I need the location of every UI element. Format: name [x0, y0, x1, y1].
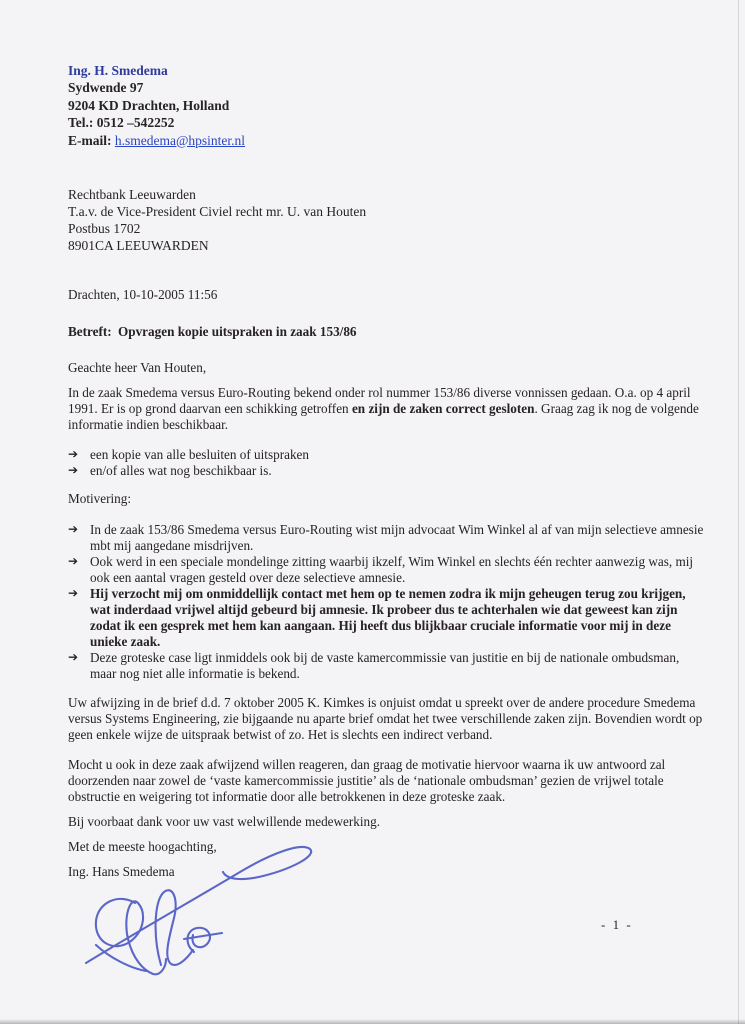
paragraph-text: . Graag zag ik nog de volgende informatie indien beschikbaar. — [68, 400, 699, 432]
signed-name: Ing. Hans Smedema — [68, 863, 175, 879]
sender-phone: Tel.: 0512 –542252 — [68, 115, 175, 131]
salutation: Geachte heer Van Houten, — [68, 360, 207, 376]
bullet-item — [68, 447, 704, 463]
motivation-list — [68, 522, 704, 681]
closing-line: Met de meeste hoogachting, — [68, 838, 217, 854]
subject-text: Opvragen kopie uitspraken in zaak 153/86 — [118, 324, 357, 340]
arrow-bullet-icon: ➔ — [68, 649, 79, 664]
paragraph-bold-text: en zijn de zaken correct gesloten — [351, 400, 535, 416]
bullet-text: Ook werd in een speciale mondelinge zitting waarbij ikzelf, Wim Winkel en slechts één rechter aanwezig was, mij ook een aantal vragen gesteld over deze selectieve amnesie. — [90, 554, 694, 586]
arrow-bullet-icon: ➔ — [68, 554, 79, 569]
dateline: Drachten, 10-10-2005 11:56 — [68, 287, 218, 303]
bullet-item — [68, 463, 704, 479]
bullet-text: een kopie van alle besluiten of uitspraken — [90, 446, 309, 462]
motivering-label: Motivering: — [68, 491, 132, 507]
bullet-item — [68, 650, 704, 682]
sender-city: 9204 KD Drachten, Holland — [68, 97, 230, 113]
bullet-item — [68, 522, 704, 554]
sender-email-row — [68, 132, 703, 149]
subject-label: Betreft: — [68, 324, 112, 340]
bullet-item — [68, 554, 704, 586]
paragraph-forwarding: Mocht u ook in deze zaak afwijzend willen reageren, dan graag de motivatie hiervoor waarna ik uw antwoord zal doorzenden naar zowel de ‘vaste kamercommissie justitie’ als de ‘nationale ombudsman’ gezien de vrijwel totale obstructie en weigering tot informatie door alle betrokkenen in deze groteske zaak. — [68, 757, 666, 804]
sender-name: Ing. H. Smedema — [68, 63, 168, 78]
thanks-line: Bij voorbaat dank voor uw vast welwillende medewerking. — [68, 813, 381, 829]
letter-body — [68, 385, 704, 880]
paragraph-rejection: Uw afwijzing in de brief d.d. 7 oktober 2005 K. Kimkes is onjuist omdat u spreekt over de andere procedure Smedema versus Systems Engineering, zie bijgaande nu aparte brief omdat het twee verschillende zaken zijn. Bovendien wordt op geen enkele wijze de uitspraak betwist of zo. Het is slechts een indirect verband. — [68, 695, 703, 743]
bullet-item — [68, 586, 704, 650]
bullet-text: en/of alles wat nog beschikbaar is. — [90, 462, 272, 478]
bullet-text: Hij verzocht mij om onmiddellijk contact met hem op te nemen zodra ik mijn geheugen terug zou krijgen, wat inderdaad vrijwel altijd gebeurd bij amnesie. Ik probeer dus te achterhalen wie dat geweest kan zijn zodat ik een gesprek met hem kan aangaan. Hij heeft dus blijkbaar cruciale informatie voor mij in deze unieke zaak. — [90, 586, 686, 649]
bullet-text: In de zaak 153/86 Smedema versus Euro-Routing wist mijn advocaat Wim Winkel al af van mijn selectieve amnesie mbt mij aangedane misdrijven. — [90, 522, 704, 554]
arrow-bullet-icon: ➔ — [68, 522, 79, 537]
recipient-line: Postbus 1702 — [68, 221, 141, 237]
recipient-address-block — [68, 186, 703, 254]
page-number: - 1 - — [601, 917, 633, 932]
request-list — [68, 447, 704, 479]
recipient-line: Rechtbank Leeuwarden — [68, 187, 196, 203]
recipient-line: T.a.v. de Vice-President Civiel recht mr. U. van Houten — [68, 204, 367, 220]
arrow-bullet-icon: ➔ — [68, 462, 79, 477]
email-link[interactable]: h.smedema@hpsinter.nl — [114, 132, 246, 148]
sender-street: Sydwende 97 — [68, 80, 144, 96]
subject-line — [68, 324, 703, 340]
email-label: E-mail: — [68, 132, 112, 148]
bullet-text: Deze groteske case ligt inmiddels ook bij de vaste kamercommissie van justitie en bij de nationale ombudsman, maar nog niet alle informatie is bekend. — [90, 649, 680, 681]
paragraph-intro — [68, 385, 704, 433]
paragraph-text: In de zaak Smedema versus Euro-Routing bekend onder rol nummer 153/86 diverse vonnissen gedaan. O.a. op 4 april 1991. Er is op grond daarvan een schikking getroffen — [68, 384, 691, 416]
recipient-line: 8901CA LEEUWARDEN — [68, 238, 209, 254]
arrow-bullet-icon: ➔ — [68, 586, 79, 600]
sender-address-block — [68, 62, 703, 149]
arrow-bullet-icon: ➔ — [68, 446, 79, 461]
